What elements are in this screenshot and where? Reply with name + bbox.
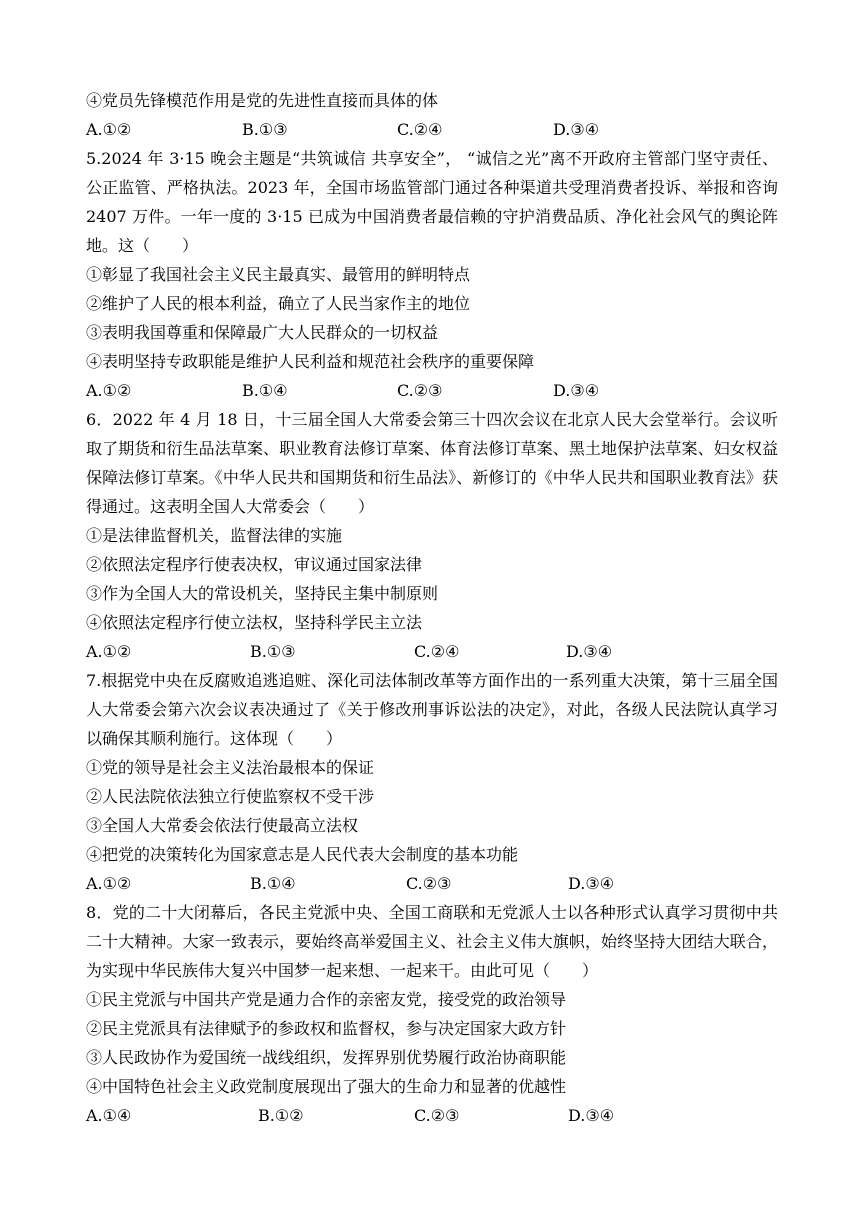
question-6-option-4: ④依照法定程序行使立法权，坚持科学民主立法 — [86, 613, 423, 632]
question-8-option-4: ④中国特色社会主义政党制度展现出了强大的生命力和显著的优越性 — [86, 1077, 567, 1096]
question-6-choice-d: D.③④ — [566, 642, 613, 661]
q4-choice-c: C.②④ — [397, 120, 443, 139]
question-6-option-1: ①是法律监督机关，监督法律的实施 — [86, 526, 343, 545]
question-7-option-4: ④把党的决策转化为国家意志是人民代表大会制度的基本功能 — [86, 845, 519, 864]
q4-choices — [86, 115, 778, 144]
question-8-choice-a: A.①④ — [86, 1106, 132, 1125]
question-8-option-1: ①民主党派与中国共产党是通力合作的亲密友党，接受党的政治领导 — [86, 990, 567, 1009]
question-5-option-3: ③表明我国尊重和保障最广大人民群众的一切权益 — [86, 323, 439, 342]
question-7-option-3: ③全国人大常委会依法行使最高立法权 — [86, 816, 359, 835]
question-8-choice-c: C.②③ — [414, 1106, 460, 1125]
question-7-choice-b: B.①④ — [250, 874, 296, 893]
q4-option-4: ④党员先锋模范作用是党的先进性直接而具体的体 — [86, 91, 439, 110]
question-6-choice-b: B.①③ — [250, 642, 296, 661]
q4-choice-b: B.①③ — [242, 120, 288, 139]
question-6-option-2: ②依照法定程序行使表决权，审议通过国家法律 — [86, 555, 423, 574]
question-7-stem: 7.根据党中央在反腐败追逃追赃、深化司法体制改革等方面作出的一系列重大决策，第十三届全国人大常委会第六次会议表决通过了《关于修改刑事诉讼法的决定》，对此，各级人民法院认真学习以确保其顺利施行。这体现（ ） — [86, 671, 778, 748]
question-5-option-4: ④表明坚持专政职能是维护人民利益和规范社会秩序的重要保障 — [86, 352, 535, 371]
question-5-choice-b: B.①④ — [242, 381, 288, 400]
question-5-choice-c: C.②③ — [397, 381, 443, 400]
question-7-choice-c: C.②③ — [406, 874, 452, 893]
question-7-option-1: ①党的领导是社会主义法治最根本的保证 — [86, 758, 375, 777]
question-7-choices — [86, 869, 778, 898]
q4-choice-d: D.③④ — [553, 120, 600, 139]
question-5-choice-a: A.①② — [86, 381, 132, 400]
question-6-choice-a: A.①② — [86, 642, 132, 661]
question-8-option-2: ②民主党派具有法律赋予的参政权和监督权，参与决定国家大政方针 — [86, 1019, 567, 1038]
question-8-choices — [86, 1101, 778, 1130]
question-8-stem: 8．党的二十大闭幕后，各民主党派中央、全国工商联和无党派人士以各种形式认真学习贯彻中共二十大精神。大家一致表示，要始终高举爱国主义、社会主义伟大旗帜，始终坚持大团结大联合，为实现中华民族伟大复兴中国梦一起来想、一起来干。由此可见（ ） — [86, 903, 778, 980]
q4-choice-a: A.①② — [86, 120, 132, 139]
question-5-option-2: ②维护了人民的根本利益，确立了人民当家作主的地位 — [86, 294, 471, 313]
question-5-option-1: ①彰显了我国社会主义民主最真实、最管用的鲜明特点 — [86, 265, 471, 284]
question-7-choice-a: A.①② — [86, 874, 132, 893]
question-7-choice-d: D.③④ — [568, 874, 615, 893]
question-5-choice-d: D.③④ — [553, 381, 600, 400]
question-8-option-3: ③人民政协作为爱国统一战线组织，发挥界别优势履行政治协商职能 — [86, 1048, 567, 1067]
question-5-stem: 5.2024 年 3·15 晚会主题是“共筑诚信 共享安全”， “诚信之光”离不开政府主管部门坚守责任、公正监管、严格执法。2023 年，全国市场监管部门通过各种渠道共受理消费者投诉、举报和咨询 2407 万件。一年一度的 3·15 已成为中国消费者最信赖的守护消费品质、净化社会风气的舆论阵地。这（ ） — [86, 149, 778, 255]
page-content — [86, 86, 778, 1130]
question-8-choice-d: D.③④ — [568, 1106, 615, 1125]
question-6-option-3: ③作为全国人大的常设机关，坚持民主集中制原则 — [86, 584, 439, 603]
question-7-option-2: ②人民法院依法独立行使监察权不受干涉 — [86, 787, 375, 806]
question-6-stem: 6．2022 年 4 月 18 日，十三届全国人大常委会第三十四次会议在北京人民大会堂举行。会议听取了期货和衍生品法草案、职业教育法修订草案、体育法修订草案、黑土地保护法草案、妇女权益保障法修订草案。《中华人民共和国期货和衍生品法》、新修订的《中华人民共和国职业教育法》获得通过。这表明全国人大常委会（ ） — [86, 410, 778, 516]
question-8-choice-b: B.①② — [258, 1106, 304, 1125]
question-6-choice-c: C.②④ — [414, 642, 460, 661]
question-6-choices — [86, 637, 778, 666]
question-5-choices — [86, 376, 778, 405]
